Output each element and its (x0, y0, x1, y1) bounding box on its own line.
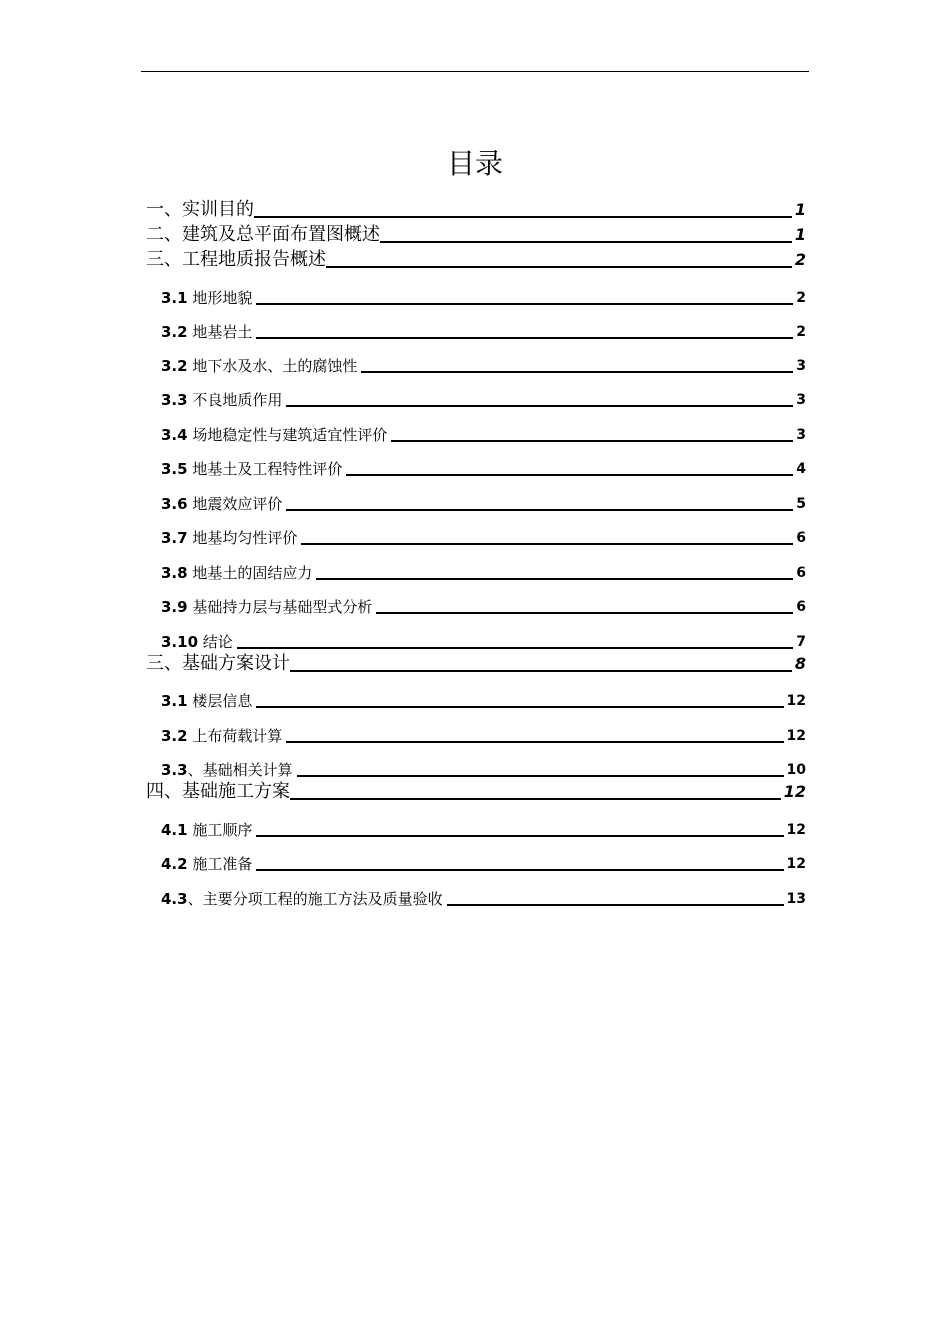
toc-entry-number: 4.2 (161, 855, 188, 873)
toc-entry-page: 12 (786, 822, 806, 838)
dot-leader (256, 835, 783, 837)
dot-leader (346, 474, 793, 476)
toc-entry-text: 二、建筑及总平面布置图概述 (146, 224, 380, 245)
toc-entry-number: 3.5 (161, 460, 188, 478)
toc-entry-text: 结论 (198, 633, 233, 651)
toc-entry-text: 基础持力层与基础型式分析 (187, 598, 373, 616)
toc-entry-number: 3.1 (161, 289, 188, 307)
toc-entry-text: 地基岩土 (187, 323, 253, 341)
toc-entry-page: 5 (796, 496, 806, 512)
toc-entry-text: 不良地质作用 (187, 391, 283, 409)
dot-leader (256, 337, 793, 339)
toc-entry-number: 4.1 (161, 821, 188, 839)
toc-entry-number: 4.3 (161, 890, 188, 908)
toc-subentry[interactable] (161, 528, 806, 548)
toc-entry[interactable] (146, 653, 806, 675)
dot-leader (301, 543, 793, 545)
toc-entry-page: 8 (794, 654, 806, 673)
dot-leader (256, 303, 793, 305)
dot-leader (297, 775, 784, 777)
toc-entry-page: 10 (786, 762, 806, 778)
toc-subentry[interactable] (161, 760, 806, 780)
toc-entry-number: 3.2 (161, 323, 188, 341)
dot-leader (237, 647, 793, 649)
toc-entry-page: 3 (796, 358, 806, 374)
toc-entry-text: 、基础相关计算 (187, 761, 293, 779)
toc-entry-text: 施工准备 (187, 855, 253, 873)
toc-entry-page: 7 (796, 634, 806, 650)
toc-subentry[interactable] (161, 820, 806, 840)
toc-entry-page: 1 (794, 225, 806, 244)
toc-subentry[interactable] (161, 726, 806, 746)
toc-entry-page: 1 (794, 200, 806, 219)
dot-leader (290, 670, 792, 672)
toc-entry-text: 一、实训目的 (146, 199, 254, 220)
dot-leader (326, 266, 792, 268)
toc-entry-number: 3.10 (161, 633, 199, 651)
toc-entry-number: 3.4 (161, 426, 188, 444)
toc-entry[interactable] (146, 781, 806, 803)
toc-title: 目录 (446, 147, 503, 180)
dot-leader (361, 371, 793, 373)
toc-entry-text: 地基土及工程特性评价 (187, 460, 343, 478)
toc-subentry[interactable] (161, 459, 806, 479)
toc-entry-page: 6 (796, 565, 806, 581)
toc-entry-number: 3.1 (161, 692, 188, 710)
toc-entry-page: 12 (783, 782, 806, 801)
toc-entry-text: 施工顺序 (187, 821, 253, 839)
dot-leader (286, 509, 793, 511)
toc-entry-page: 4 (796, 461, 806, 477)
toc-entry-number: 3.2 (161, 727, 188, 745)
toc-entry-text: 楼层信息 (187, 692, 253, 710)
toc-entry-number: 3.3 (161, 391, 188, 409)
toc-entry-page: 12 (786, 856, 806, 872)
toc-subentry[interactable] (161, 563, 806, 583)
toc-entry-text: 地基均匀性评价 (187, 529, 298, 547)
toc-entry-text: 地震效应评价 (187, 495, 283, 513)
toc-subentry[interactable] (161, 356, 806, 376)
toc-subentry[interactable] (161, 425, 806, 445)
toc-subentry[interactable] (161, 322, 806, 342)
dot-leader (290, 798, 781, 800)
toc-entry-number: 3.3 (161, 761, 188, 779)
toc-entry-text: 三、工程地质报告概述 (146, 249, 326, 270)
toc-entry-page: 12 (786, 693, 806, 709)
dot-leader (391, 440, 793, 442)
dot-leader (254, 216, 792, 218)
toc-entry-page: 6 (796, 599, 806, 615)
toc-entry-text: 地形地貌 (187, 289, 253, 307)
toc-subentry[interactable] (161, 691, 806, 711)
toc-entry-text: 场地稳定性与建筑适宜性评价 (187, 426, 388, 444)
dot-leader (316, 578, 793, 580)
toc-entry-text: 地基土的固结应力 (187, 564, 313, 582)
toc-subentry[interactable] (161, 597, 806, 617)
dot-leader (256, 869, 783, 871)
toc-entry-number: 3.8 (161, 564, 188, 582)
toc-subentry[interactable] (161, 494, 806, 514)
toc-entry-page: 3 (796, 392, 806, 408)
toc-subentry[interactable] (161, 632, 806, 652)
toc-entry-page: 13 (786, 891, 806, 907)
toc-entry-page: 3 (796, 427, 806, 443)
dot-leader (256, 706, 783, 708)
toc-entry-text: 四、基础施工方案 (146, 781, 290, 802)
toc-entry-text: 上布荷载计算 (187, 727, 283, 745)
toc-entry-text: 三、基础方案设计 (146, 653, 290, 674)
toc-entry-number: 3.9 (161, 598, 188, 616)
toc-entry-text: 地下水及水、土的腐蚀性 (187, 357, 358, 375)
dot-leader (376, 612, 793, 614)
toc-entry-page: 2 (796, 290, 806, 306)
toc-entry-page: 2 (794, 250, 806, 269)
toc-entry[interactable] (146, 224, 806, 246)
toc-entry-number: 3.7 (161, 529, 188, 547)
toc-entry[interactable] (146, 199, 806, 221)
toc-subentry[interactable] (161, 854, 806, 874)
toc-entry-number: 3.2 (161, 357, 188, 375)
dot-leader (286, 741, 783, 743)
dot-leader (286, 405, 793, 407)
dot-leader (380, 241, 792, 243)
toc-entry-page: 12 (786, 728, 806, 744)
toc-entry-text: 、主要分项工程的施工方法及质量验收 (187, 890, 443, 908)
toc-entry[interactable] (146, 249, 806, 271)
toc-entry-number: 3.6 (161, 495, 188, 513)
toc-subentry[interactable] (161, 889, 806, 909)
toc-subentry[interactable] (161, 288, 806, 308)
dot-leader (447, 904, 784, 906)
toc-entry-page: 2 (796, 324, 806, 340)
toc-entry-page: 6 (796, 530, 806, 546)
toc-subentry[interactable] (161, 390, 806, 410)
